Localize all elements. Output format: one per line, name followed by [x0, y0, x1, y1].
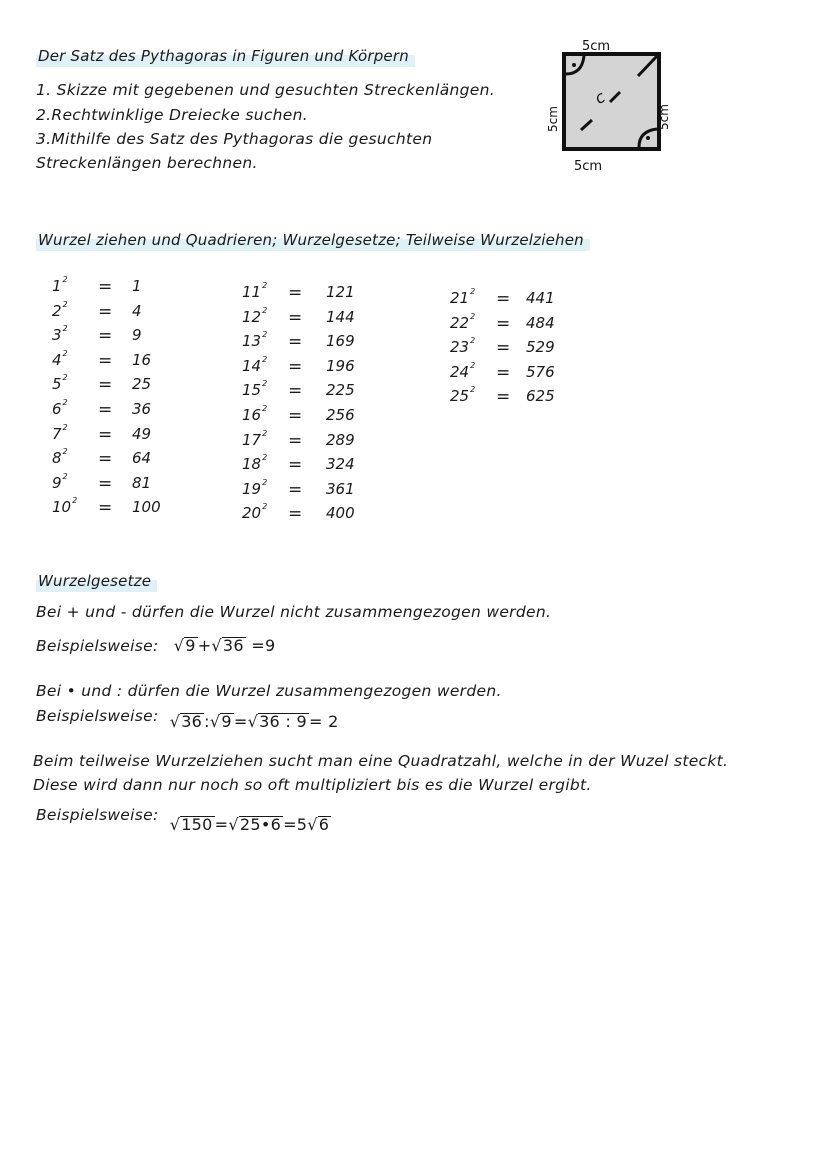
exponent: 2	[62, 324, 68, 334]
equals-sign: =	[496, 338, 511, 359]
rule-partial-line-2: Diese wird dann nur noch so oft multipliziert bis es die Wurzel ergibt.	[33, 776, 592, 794]
square-base	[52, 348, 68, 369]
square-base	[242, 381, 267, 399]
equals-sign: =	[98, 375, 113, 396]
equals-sign: =	[98, 449, 113, 470]
square-value: 225	[326, 381, 355, 400]
square-base	[450, 289, 475, 307]
square-value: 16	[132, 350, 152, 369]
base-number: 1	[52, 277, 62, 295]
base-number: 11	[242, 283, 262, 301]
exponent: 2	[262, 502, 268, 512]
right-label: 5cm	[657, 104, 671, 130]
base-number: 18	[242, 455, 262, 474]
equals-sign: =	[98, 277, 113, 297]
square-base	[242, 455, 267, 473]
square-value: 9	[132, 326, 142, 345]
exponent: 2	[62, 398, 68, 407]
op: +	[197, 636, 212, 655]
square-figure	[536, 34, 696, 179]
exponent: 2	[262, 281, 268, 290]
base-number: 20	[242, 504, 262, 523]
base-number: 23	[450, 338, 470, 357]
example-2-formula	[170, 712, 339, 731]
base-number: 4	[52, 350, 62, 369]
square-value: 49	[132, 424, 152, 443]
exponent: 2	[470, 360, 476, 370]
square-base	[242, 305, 268, 326]
step-1: 1. Skizze mit gegebenen und gesuchten Streckenlängen.	[36, 81, 495, 99]
square-value: 256	[326, 406, 355, 424]
equals-sign: =	[288, 479, 303, 500]
square-base	[242, 406, 267, 424]
base-number: 21	[450, 289, 470, 307]
base-number: 5	[52, 375, 62, 394]
equals-sign: =	[496, 362, 511, 383]
square-value: 529	[526, 338, 555, 357]
square-value: 289	[326, 430, 355, 449]
square-value: 324	[326, 455, 355, 474]
op: :	[204, 712, 210, 731]
mid-eq: =	[233, 712, 248, 731]
step-2: 2.Rechtwinklige Dreiecke suchen.	[36, 106, 308, 124]
square-base	[52, 449, 68, 467]
root-a: 9	[185, 636, 196, 655]
base-number: 22	[450, 313, 470, 332]
example-2-label: Beispielsweise:	[36, 707, 159, 725]
step-3: 3.Mithilfe des Satz des Pythagoras die gesuchten	[36, 130, 433, 148]
exponent: 2	[262, 404, 268, 413]
exponent: 2	[470, 336, 476, 346]
square-base	[52, 277, 68, 295]
equals-sign: =	[288, 430, 303, 451]
equals-sign: =	[496, 313, 511, 334]
equals-sign: =	[288, 307, 303, 328]
square-value: 64	[132, 449, 152, 468]
exponent: 2	[62, 348, 68, 358]
example-2	[36, 706, 339, 731]
equals-sign: =	[98, 326, 113, 347]
base-number: 15	[242, 381, 262, 400]
equals-sign: =	[496, 289, 511, 309]
bottom-label: 5cm	[574, 159, 603, 174]
equals-sign: =	[288, 283, 303, 303]
square-value: 441	[526, 289, 555, 307]
angle-dot-bottom-right	[646, 136, 650, 140]
root-c: 6	[318, 815, 330, 834]
equals-sign: =	[98, 498, 113, 519]
base-number: 13	[242, 332, 262, 351]
exponent: 2	[62, 471, 68, 481]
equals-sign: =	[288, 406, 303, 426]
square-value: 484	[526, 313, 555, 332]
root-b: 9	[221, 712, 232, 731]
example-1-formula	[174, 636, 276, 655]
result: =9	[251, 636, 276, 655]
square-value: 81	[132, 473, 152, 492]
root-sign: √	[307, 815, 318, 834]
exponent: 2	[470, 287, 476, 296]
square-base	[52, 471, 68, 492]
example-3	[36, 805, 331, 834]
result: = 2	[308, 712, 339, 731]
angle-dot-top-left	[572, 63, 576, 67]
base-number: 8	[52, 449, 62, 468]
exponent: 2	[62, 299, 68, 309]
square-base	[242, 283, 267, 301]
square-value: 121	[326, 283, 355, 301]
base-number: 19	[242, 479, 262, 498]
square-base	[242, 332, 267, 350]
square-value: 361	[326, 479, 355, 498]
equals-sign: =	[98, 473, 113, 494]
square-base	[450, 360, 476, 381]
root-b: 36	[222, 636, 244, 655]
example-1	[36, 636, 275, 655]
left-label: 5cm	[546, 106, 560, 132]
square-base	[52, 422, 68, 443]
base-number: 9	[52, 473, 62, 492]
top-label: 5cm	[582, 39, 611, 54]
exponent: 2	[262, 379, 268, 389]
square-base	[52, 375, 68, 393]
square-base	[52, 400, 68, 418]
square-base	[242, 477, 268, 498]
square-base	[52, 299, 68, 320]
square-value: 169	[326, 332, 355, 351]
square-value: 36	[132, 400, 152, 418]
base-number: 2	[52, 301, 62, 320]
equals-sign: =	[288, 455, 303, 476]
base-number: 16	[242, 406, 262, 424]
square-base	[242, 428, 268, 449]
diagonal-label: c	[591, 87, 609, 108]
square-value: 400	[326, 504, 355, 523]
example-3-formula	[170, 815, 332, 834]
square-base	[242, 354, 268, 375]
base-number: 6	[52, 400, 62, 418]
section2-heading: Wurzel ziehen und Quadrieren; Wurzelgesetze; Teilweise Wurzelziehen	[36, 229, 590, 251]
root-combined: 36 : 9	[259, 712, 307, 731]
example-1-label: Beispielsweise:	[36, 637, 159, 655]
rule-multiplication: Bei • und : dürfen die Wurzel zusammengezogen werden.	[36, 682, 502, 700]
section3-heading: Wurzelgesetze	[36, 570, 157, 592]
exponent: 2	[62, 447, 68, 457]
exponent: 2	[62, 275, 68, 284]
exponent: 2	[470, 311, 476, 321]
equals-sign: =	[98, 301, 113, 322]
exponent: 2	[262, 453, 268, 463]
eq-2: =5	[283, 815, 308, 834]
step-3-cont: Streckenlängen berechnen.	[36, 154, 258, 172]
equals-sign: =	[288, 504, 303, 525]
square-value: 625	[526, 387, 555, 406]
exponent: 2	[62, 422, 68, 432]
root-b: 25•6	[239, 815, 282, 834]
root-sign: √	[169, 815, 181, 834]
exponent: 2	[262, 305, 268, 315]
square-base	[242, 504, 267, 522]
root-sign: √	[247, 712, 259, 731]
square-value: 144	[326, 307, 355, 326]
root-sign: √	[209, 712, 221, 731]
base-number: 17	[242, 430, 262, 449]
square-value: 1	[132, 277, 142, 295]
equals-sign: =	[288, 356, 303, 377]
base-number: 12	[242, 307, 262, 326]
square-base	[450, 311, 476, 332]
exponent: 2	[262, 330, 268, 340]
root-a: 36	[181, 712, 203, 731]
square-value: 100	[132, 498, 161, 517]
exponent: 2	[72, 496, 78, 506]
square-base	[450, 338, 475, 356]
eq-1: =	[214, 815, 229, 834]
base-number: 7	[52, 424, 62, 443]
equals-sign: =	[98, 400, 113, 420]
equals-sign: =	[496, 387, 511, 408]
exponent: 2	[262, 428, 268, 438]
root-a: 150	[181, 815, 213, 834]
root-sign: √	[169, 712, 181, 731]
square-value: 196	[326, 356, 355, 375]
root-sign: √	[173, 636, 185, 655]
square-value: 576	[526, 362, 555, 381]
equals-sign: =	[288, 381, 303, 402]
section1-heading: Der Satz des Pythagoras in Figuren und Körpern	[36, 45, 415, 67]
base-number: 25	[450, 387, 470, 406]
base-number: 3	[52, 326, 62, 345]
equals-sign: =	[98, 350, 113, 371]
square-base	[450, 387, 475, 405]
base-number: 14	[242, 356, 262, 375]
base-number: 24	[450, 362, 470, 381]
rule-addition: Bei + und - dürfen die Wurzel nicht zusammengezogen werden.	[36, 603, 552, 621]
example-3-label: Beispielsweise:	[36, 806, 159, 824]
equals-sign: =	[98, 424, 113, 445]
exponent: 2	[262, 477, 268, 487]
square-value: 4	[132, 301, 142, 320]
exponent: 2	[262, 354, 268, 364]
square-value: 25	[132, 375, 152, 394]
exponent: 2	[470, 385, 476, 395]
square-base	[52, 498, 77, 516]
exponent: 2	[62, 373, 68, 383]
equals-sign: =	[288, 332, 303, 353]
base-number: 10	[52, 498, 72, 517]
root-sign: √	[228, 815, 239, 834]
square-base	[52, 326, 68, 344]
rule-partial-line-1: Beim teilweise Wurzelziehen sucht man eine Quadratzahl, welche in der Wuzel steckt.	[33, 752, 729, 770]
root-sign: √	[211, 636, 222, 655]
